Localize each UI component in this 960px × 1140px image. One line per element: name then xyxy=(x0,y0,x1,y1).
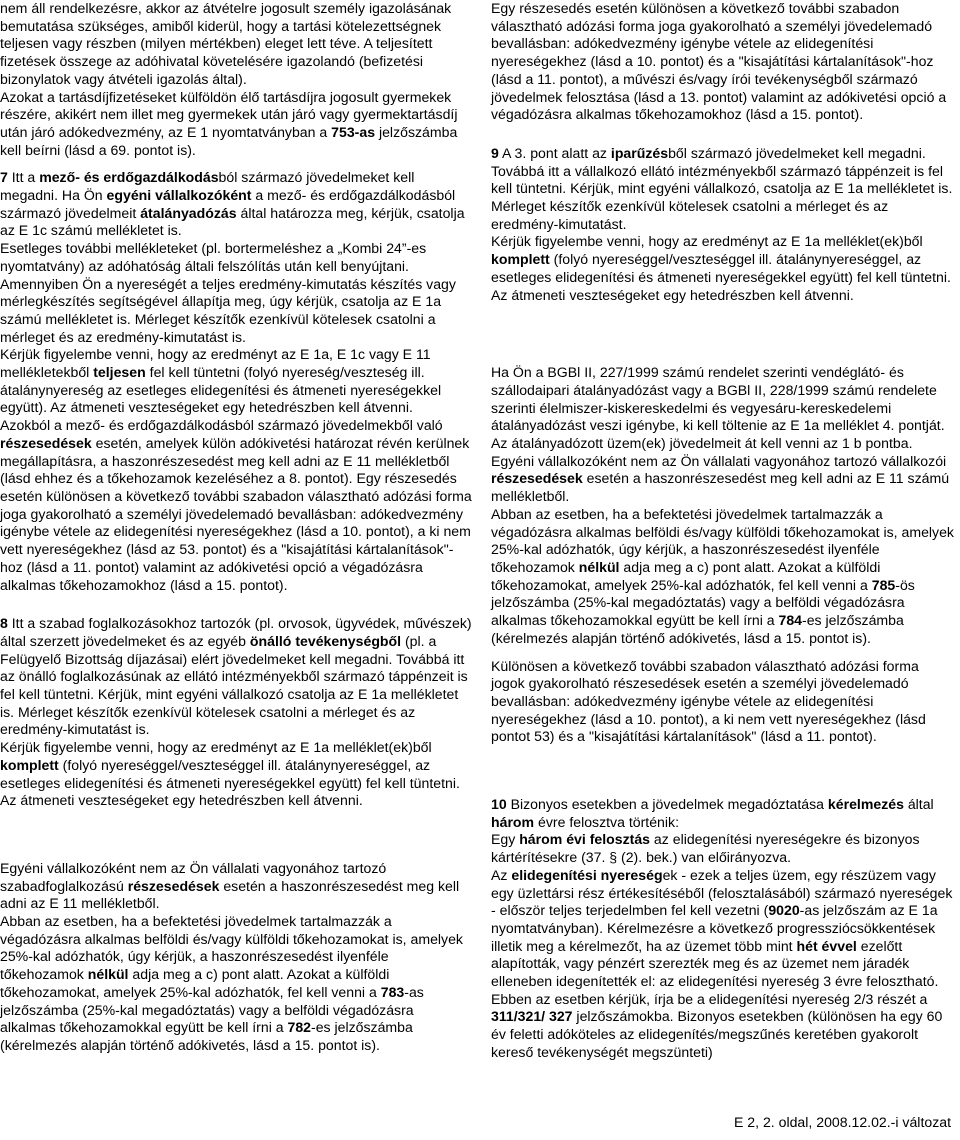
paragraph: Azokból a mező- és erdőgazdálkodásból származó jövedelmekből való részesedések esetén, amelyek külön adókivetési határozat révén kerülnek megállapításra, a haszonrészesedést meg kell adni az E 11 mellékletből (lásd ehhez és a tőkehozamok kezeléséhez a 8. pontot). Egy részesedés esetén különösen a következő további szabadon választható adózási forma joga gyakorolható a személyi jövedelemadó bevallásban: adókedvezmény igénybe vétele az elidegenítési nyereségekhez (lásd a 10. pontot), a ki nem vett nyereségekhez (lásd az 53. pontot) és a "kisajátítási kártalanítások"-hoz (lásd a 11. pontot) valamint az adókivetési opció a végadózásra alkalmas tőkehozamokhoz (lásd a 15. pontot). xyxy=(0,417,472,593)
paragraph-spacer xyxy=(491,304,956,364)
paragraph-spacer xyxy=(491,648,956,658)
paragraph: 9 A 3. pont alatt az iparűzésből származó jövedelmeket kell megadni. Továbbá itt a vállalkozó ellátó intézményekből származó táppénzeit is fel kell tüntetni. Kérjük, mint egyéni vállalkozó, csatolja az E 1a mellékletet is. Mérleget készítők ezenkívül kötelesek csatolni a mérleget és az eredmény-kimutatást. xyxy=(491,144,953,232)
paragraph: Az elidegenítési nyereségek - ezek a teljes üzem, egy részüzem vagy egy üzlettársi rész értékesítéséből (felosztalásából) származó nyereségek - először teljes terjedelmben fel kell vezetni (9020-as jelzőszám az E 1a nyomtatványban). Kérelmezésre a következő progressziócsökkentések illetik meg a kérelmezőt, ha az üzemet több mint hét évvel ezelőtt alapították, vagy pénzért szerezték meg és az üzemet nem járadék elleneben idegenítették el: az elidegenítési nyereség 3 évre felosztható. Ebben az esetben kérjük, írja be a elidegenítési nyereség 2/3 részét a 311/321/ 327 jelzőszámokba. Bizonyos esetekben (különösen ha egy 60 év feletti adóköteles az elidegenítés/megszűnés keretében gyakorolt kereső tevékenységét megszünteti) xyxy=(491,866,953,1060)
paragraph-spacer xyxy=(0,159,472,169)
paragraph: Amennyiben Ön a nyereségét a teljes eredmény-kimutatás készítés vagy mérlegkészítés segítségével állapítja meg, úgy kérjük, csatolja az E 1a számú mellékletet is. Mérleget készítők ezenkívül kötelesek csatolni a mérleget és az eredmény-kimutatást is. xyxy=(0,275,456,345)
left-column xyxy=(0,0,472,1055)
paragraph: 10 Bizonyos esetekben a jövedelmek megadóztatása kérelmezés által három évre felosztva történik: xyxy=(491,796,934,830)
paragraph: Egyéni vállalkozóként nem az Ön vállalati vagyonához tartozó szabadfoglalkozású részesedések esetén a haszonrészesedést meg kell adni az E 11 mellékletből. xyxy=(0,859,460,912)
page-footer: E 2, 2. oldal, 2008.12.02.-i változat xyxy=(733,1114,951,1130)
paragraph: Egyéni vállalkozóként nem az Ön vállalati vagyonához tartozó vállalkozói részesedések esetén a haszonrészesedést meg kell adni az E 11 számú mellékletből. xyxy=(491,452,950,505)
paragraph: Esetleges további mellékleteket (pl. bortermeléshez a „Kombi 24”-es nyomtatvány) az adóhatóság általi felszólítás után kell benyújtani. xyxy=(0,240,427,274)
paragraph-spacer xyxy=(491,746,956,796)
paragraph: Kérjük figyelembe venni, hogy az eredményt az E 1a, E 1c vagy E 11 mellékletekből teljesen fel kell tüntetni (folyó nyereség/veszteség ill. átalánynyereség az esetleges elidegenítési és átmeneti nyereségekkel együtt). Az átmeneti veszteségeket egy hetedrészben kell átvenni. xyxy=(0,346,442,416)
paragraph: Azokat a tartásdíjfizetéseket külföldön élő tartásdíjra jogosult gyermekek részére, akikért nem illet meg gyermekek után járó vagy gyermektartásdíj után járó adókedvezmény, az E 1 nyomtatványban a 753-as jelzőszámba kell beírni (lásd a 69. pontot is). xyxy=(0,88,458,158)
paragraph: Abban az esetben, ha a befektetési jövedelmek tartalmazzák a végadózásra alkalmas belföldi és/vagy külföldi tőkehozamokat is, amelyek 25%-kal adózhatók, úgy kérjük, a haszonrészesedést ilyenféle tőkehozamok nélkül adja meg a c) pont alatt. Azokat a külföldi tőkehozamokat, amelyek 25%-kal adózhatók, fel kell venni a 783-as jelzőszámba (25%-kal megadóztatás) vagy a belföldi végadózásra alkalmas tőkehozamokkal együtt be kell írni a 782-es jelzőszámba (kérelmezés alapján történő adókivetés, lásd a 15. pontot is). xyxy=(0,913,463,1053)
paragraph: Egy három évi felosztás az elidegenítési nyereségekre és bizonyos kártérítésekre (37. § (2). bek.) van előirányozva. xyxy=(491,831,920,866)
paragraph: nem áll rendelkezésre, akkor az átvételre jogosult személy igazolásának bemutatása szükséges, amiből kiderül, hogy a tartási kötelezettségnek teljesen vagy részben (milyen mértékben) eleget lett téve. A teljesített fizetések összege az adóhivatal követelésére igazolandó (befizetési bizonylatok vagy átvételi igazolás által). xyxy=(0,0,452,87)
paragraph: 7 Itt a mező- és erdőgazdálkodásból származó jövedelmeket kell megadni. Ha Ön egyéni vállalkozóként a mező- és erdőgazdálkodásból származó jövedelmeit átalányadózás által határozza meg, kérjük, csatolja az E 1c számú mellékletet is. xyxy=(0,169,465,239)
paragraph: Egy részesedés esetén különösen a következő további szabadon választható adózási forma joga gyakorolható a személyi jövedelemadó bevallásban: adókedvezmény igénybe vétele az elidegenítési nyereségekhez (lásd a 10. pontot) és a "kisajátítási kártalanítások"-hoz (lásd a 11. pontot), a művészi és/vagy írói tevékenységből származó jövedelmek felosztása (lásd a 13. pontot) valamint az adókivetési opció a végadózásra alkalmas tőkehozamokhoz (lásd a 15. pontot). xyxy=(491,0,947,123)
paragraph-spacer xyxy=(0,594,472,615)
paragraph-spacer xyxy=(491,124,956,145)
paragraph-spacer xyxy=(0,810,472,860)
paragraph: Kérjük figyelembe venni, hogy az eredményt az E 1a melléklet(ek)ből komplett (folyó nyereséggel/veszteséggel ill. átalánynyereséggel, az esetleges elidegenítési és átmeneti nyereségekkel együtt) fel kell tüntetni. Az átmeneti veszteségeket egy hetedrészben kell átvenni. xyxy=(491,233,951,303)
paragraph: 8 Itt a szabad foglalkozásokhoz tartozók (pl. orvosok, ügyvédek, művészek) által szerzett jövedelmeket és az egyéb önálló tevékenységből (pl. a Felügyelő Bizottság díjazásai) elért jövedelmeket kell megadni. Továbbá itt az önálló foglalkozásúnak az ellátó intézményekből származó táppénzeit is fel kell tüntetni. Kérjük, mint egyéni vállalkozó csatolja az E 1a mellékletet is. Mérleget készítők ezenkívül kötelesek csatolni a mérleget és az eredmény-kimutatást is. xyxy=(0,615,472,738)
paragraph: Különösen a következő további szabadon választható adózási forma jogok gyakorolható részesedések esetén a személyi jövedelemadó bevallásban: adókedvezmény igénybe vétele az elidegenítési nyereségekhez (lásd a 10. pontot), a ki nem vett nyereségekhez (lásd pontot 53) és a "kisajátítási kártalanítások" (lásd a 11. pontot). xyxy=(491,657,926,745)
paragraph: Abban az esetben, ha a befektetési jövedelmek tartalmazzák a végadózásra alkalmas belföldi és/vagy külföldi tőkehozamokat is, amelyek 25%-kal adózhatók, úgy kérjük, a haszonrészesedést ilyenféle tőkehozamok nélkül adja meg a c) pont alatt. Azokat a külföldi tőkehozamokat, amelyek 25%-kal adózhatók, fel kell venni a 785-ös jelzőszámba (25%-kal megadóztatás) vagy a belföldi végadózásra alkalmas tőkehozamokkal együtt be kell írni a 784-es jelzőszámba (kérelmezés alapján történő adókivetés, lásd a 15. pontot is). xyxy=(491,505,954,646)
paragraph: Ha Ön a BGBl II, 227/1999 számú rendelet szerinti vendéglátó- és szállodaipari átalányadózást vagy a BGBl II, 228/1999 számú rendelete szerinti élelmiszer-kiskereskedelmi és vegyesáru-kereskedelemi átalányadózást veszi igénybe, ki kell töltenie az E 1a melléklet 4. pontját. Az átalányadózott üzem(ek) jövedelmeit át kell venni az 1 b pontba. xyxy=(491,364,945,452)
right-column xyxy=(491,0,956,1062)
paragraph: Kérjük figyelembe venni, hogy az eredményt az E 1a melléklet(ek)ből komplett (folyó nyereséggel/veszteséggel ill. átalánynyereséggel, az esetleges elidegenítési és átmeneti nyereségekkel együtt) fel kell tüntetni. Az átmeneti veszteségeket egy hetedrészben kell átvenni. xyxy=(0,739,460,809)
